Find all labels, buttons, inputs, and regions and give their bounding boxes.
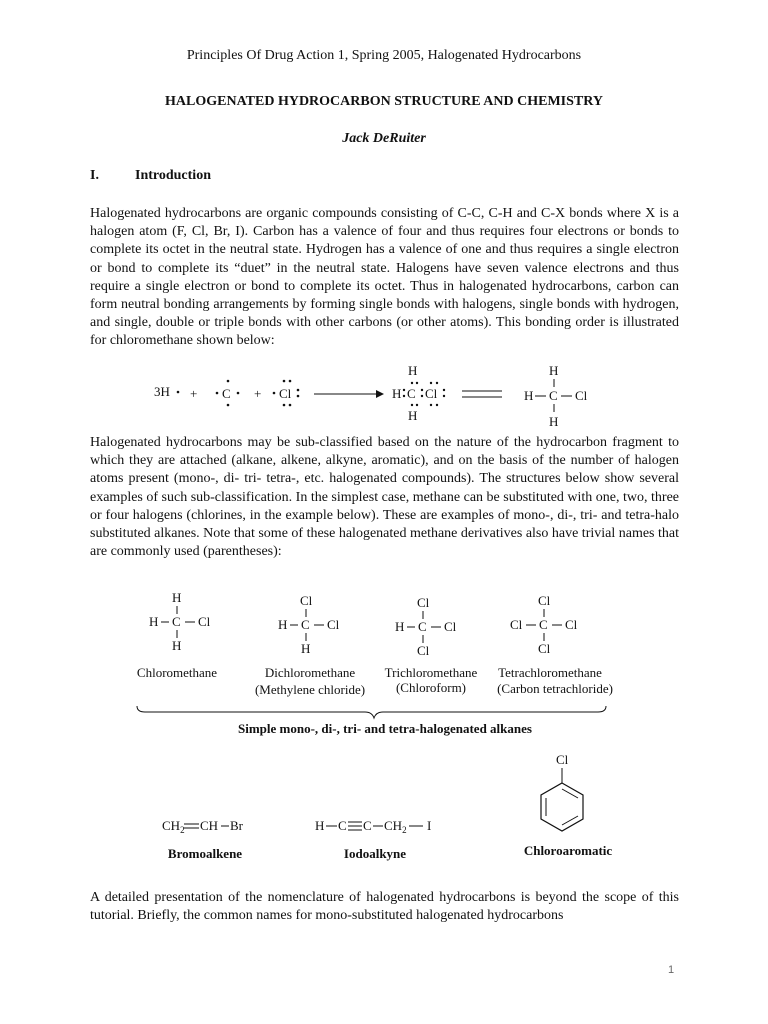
bottom-atom: Cl: [417, 643, 430, 658]
document-title: HALOGENATED HYDROCARBON STRUCTURE AND CHEMISTRY: [165, 94, 603, 109]
center-carbon: C: [301, 617, 310, 632]
svg-text:H: H: [315, 818, 325, 833]
struct-chlorine: Cl: [575, 388, 588, 403]
dichloromethane-label: Dichloromethane: [264, 665, 356, 680]
svg-text:C: C: [363, 818, 372, 833]
tetrachloromethane-label: Tetrachloromethane: [498, 665, 602, 680]
nomenclature-paragraph: A detailed presentation of the nomenclature of halogenated hydrocarbons is beyond the scope of this tutorial. Briefly, the common names for mono-substituted halogenated hydrocarbons: [90, 890, 679, 924]
svg-text:CH: CH: [200, 818, 219, 833]
trichloromethane-trivial-label: (Chloroform): [395, 680, 467, 695]
lewis-top-h: H: [408, 363, 418, 378]
struct-carbon: C: [549, 388, 558, 403]
dichloromethane-trivial-label: (Methylene chloride): [254, 682, 366, 697]
brace-caption: Simple mono-, di-, tri- and tetra-halogenated alkanes: [238, 721, 532, 736]
grouping-brace: [137, 706, 606, 718]
left-atom: Cl: [510, 617, 523, 632]
right-atom: Cl: [565, 617, 578, 632]
svg-text:CH2: $CH_2$: [384, 818, 407, 835]
top-atom: Cl: [300, 593, 313, 608]
reaction-arrow: [376, 390, 384, 398]
center-carbon: C: [172, 614, 181, 629]
bottom-atom: Cl: [538, 641, 551, 656]
center-carbon: C: [418, 619, 427, 634]
page-header: Principles Of Drug Action 1, Spring 2005, Halogenated Hydrocarbons: [186, 48, 582, 63]
chloromethane-structure: [149, 590, 211, 653]
chloromethane-formation-reaction: [154, 363, 588, 429]
chloromethane-label: Chloromethane: [136, 665, 218, 680]
aromatic-chlorine: Cl: [556, 752, 569, 767]
bromoalkene-structure: [162, 818, 244, 835]
tetrachloromethane-trivial-label: (Carbon tetrachloride): [497, 681, 613, 696]
chlorobenzene-structure: [541, 752, 583, 831]
left-atom: H: [278, 617, 288, 632]
reactant-hydrogen: 3H: [154, 384, 170, 399]
right-atom: Cl: [444, 619, 457, 634]
bottom-atom: H: [172, 638, 182, 653]
iodoalkyne-structure: [315, 818, 431, 835]
left-atom: H: [395, 619, 405, 634]
bromoalkene-label: Bromoalkene: [167, 846, 243, 861]
lewis-left-h: H: [392, 386, 402, 401]
right-atom: Cl: [198, 614, 211, 629]
svg-text:Br: Br: [230, 818, 243, 833]
plus-sign-1: +: [190, 386, 198, 401]
svg-text:I: I: [427, 818, 432, 833]
svg-text:CH2: $CH_2$: [162, 818, 185, 835]
page-number: 1: [668, 964, 675, 976]
reactant-chlorine: Cl: [279, 386, 292, 401]
plus-sign-2: +: [254, 386, 262, 401]
chloroaromatic-label: Chloroaromatic: [523, 843, 613, 858]
section-number: I.: [90, 168, 99, 183]
trichloromethane-label: Trichloromethane: [384, 665, 478, 680]
dichloromethane-structure: [278, 593, 340, 656]
bottom-atom: H: [301, 641, 311, 656]
left-atom: H: [149, 614, 159, 629]
center-carbon: C: [539, 617, 548, 632]
lewis-chlorine: Cl: [425, 386, 438, 401]
reactant-carbon: C: [222, 386, 231, 401]
top-atom: Cl: [538, 593, 551, 608]
lewis-carbon: C: [407, 386, 416, 401]
struct-left-h: H: [524, 388, 534, 403]
top-atom: H: [172, 590, 182, 605]
trichloromethane-structure: [395, 595, 457, 658]
right-atom: Cl: [327, 617, 340, 632]
top-atom: Cl: [417, 595, 430, 610]
struct-bottom-h: H: [549, 414, 559, 429]
struct-top-h: H: [549, 363, 559, 378]
subclass-paragraph: Halogenated hydrocarbons may be sub-classified based on the nature of the hydrocarbon fragment to which they are attached (alkane, alkene, alkyne, aromatic), and on the basis of the number of halogen atoms present (mono-, di- tri- tetra-, etc. halogenated compounds). The structures below show several examples of such sub-classification. In the simplest case, methane can be substituted with one, two, three or four halogens (chlorines, in the example below). These are examples of mono-, di-, tri- and tetra-halo substituted alkanes. Note that some of these halogenated methane derivatives also have trivial names that are commonly used (parentheses):: [90, 435, 680, 560]
author-name: Jack DeRuiter: [342, 131, 426, 146]
iodoalkyne-label: Iodoalkyne: [343, 846, 407, 861]
intro-paragraph: Halogenated hydrocarbons are organic compounds consisting of C-C, C-H and C-X bonds where X is a halogen atom (F, Cl, Br, I). Carbon has a valence of four and thus requires four electrons or bonds to complete its octet in the neutral state. Hydrogen has a valence of one and thus requires a single electron or bond to complete its “duet” in the neutral state. Halogens have seven valence electrons and thus require a single electron or bond to complete its octet. Thus in halogenated hydrocarbons, carbon can form neutral bonding arrangements by forming single bonds with halogens, single bonds with hydrogen, and single, double or triple bonds with other carbons (or other atoms). This bonding order is illustrated for chloromethane shown below:: [90, 206, 679, 349]
svg-text:C: C: [338, 818, 347, 833]
lewis-bottom-h: H: [408, 408, 418, 423]
section-title: Introduction: [135, 168, 211, 183]
tetrachloromethane-structure: [510, 593, 578, 656]
